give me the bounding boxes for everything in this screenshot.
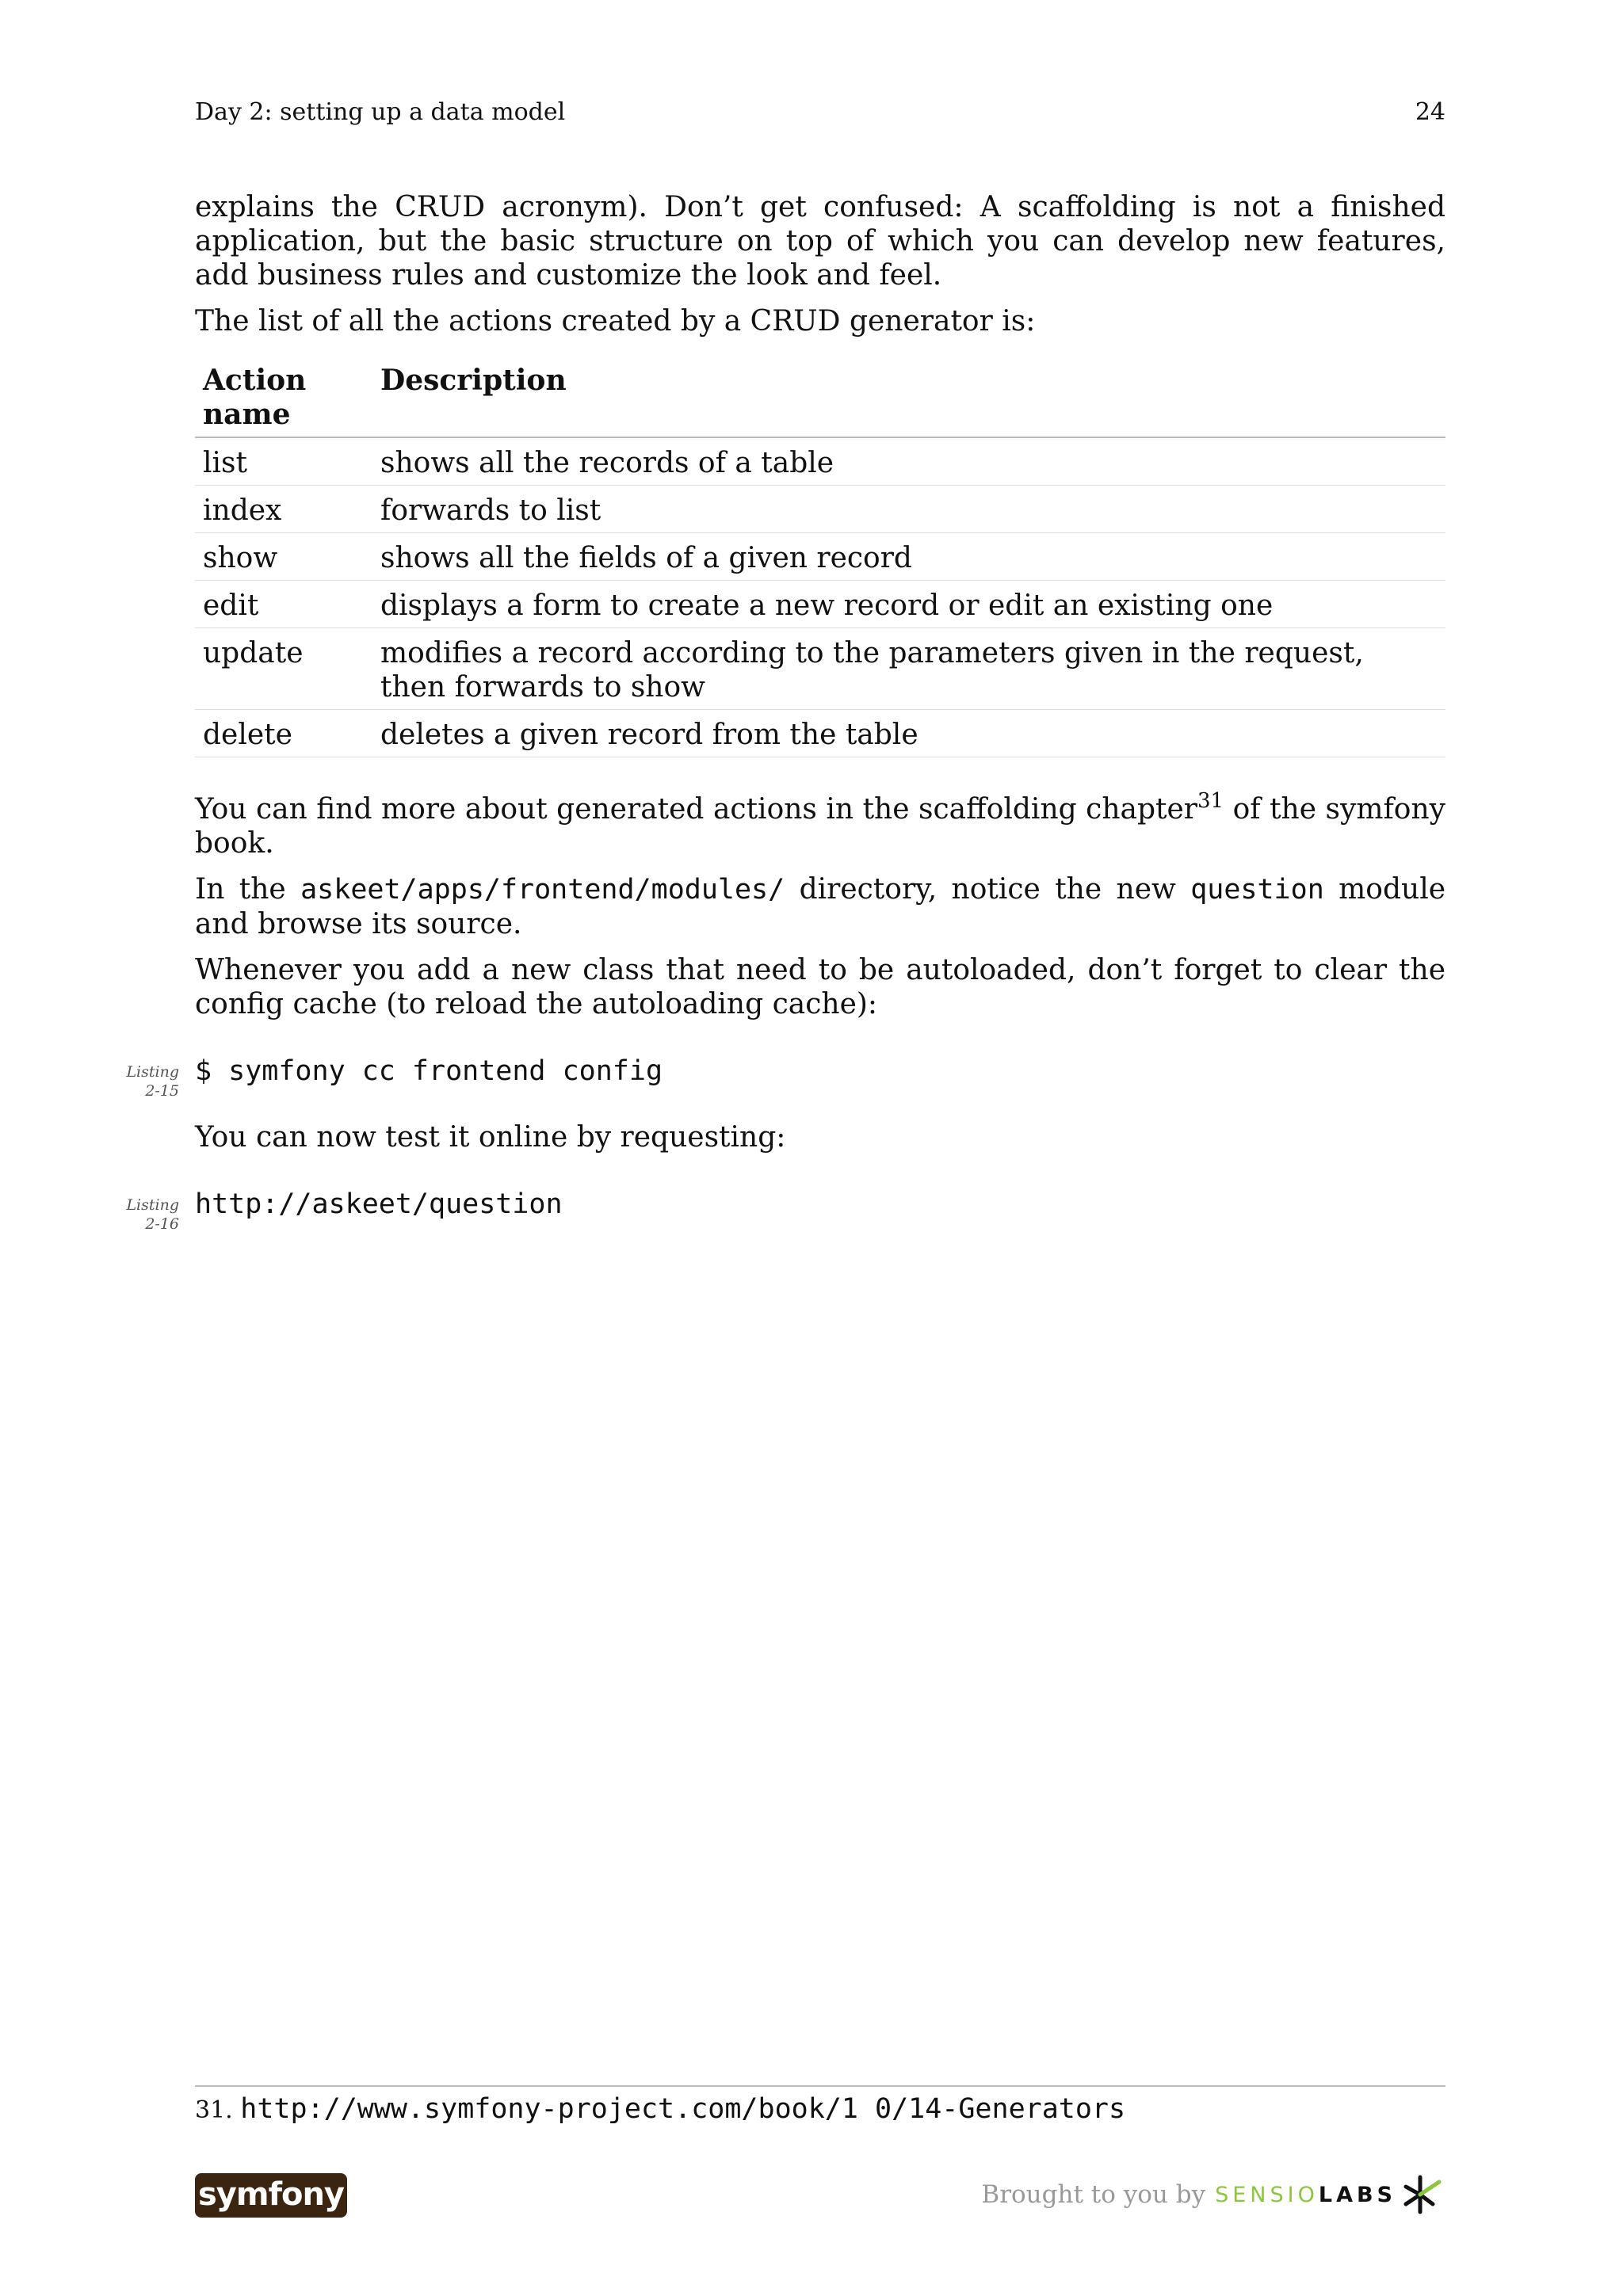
listing-label-word: Listing (126, 1063, 179, 1081)
inline-code-path: askeet/apps/frontend/modules/ (300, 874, 785, 906)
listing-label (122, 1062, 179, 1100)
code-listing-2-16 (126, 1188, 1445, 1233)
sensiolabs-star-icon (1401, 2174, 1445, 2215)
listing-label-number: 2-15 (145, 1082, 179, 1100)
document-page (126, 0, 1446, 2296)
paragraph-actions-list-intro: The list of all the actions created by a CRUD generator is: (195, 305, 1036, 338)
description-cell: shows all the fields of a given record (372, 533, 1445, 581)
table-header-row (195, 362, 1445, 437)
action-cell: edit (195, 581, 372, 628)
listing-label-number: 2-16 (145, 1215, 179, 1233)
listing-code: $ symfony cc frontend config (195, 1055, 663, 1087)
description-cell: forwards to list (372, 486, 1445, 533)
table-row (195, 710, 1445, 757)
inline-code-module: question (1190, 874, 1324, 906)
listing-code: http://askeet/question (195, 1188, 563, 1220)
table-row (195, 628, 1445, 710)
table-row (195, 533, 1445, 581)
footnote (195, 2092, 1125, 2128)
action-cell: list (195, 437, 372, 486)
page-number: 24 (1415, 98, 1445, 126)
footnote-number: 31. (195, 2096, 233, 2124)
footnote-url-link[interactable]: http://www.symfony-project.com/book/1 0/14-Generators (240, 2093, 1126, 2125)
header-title: Day 2: setting up a data model (195, 98, 566, 126)
brought-to-you-by-text: Brought to you by (981, 2180, 1206, 2209)
table-row (195, 437, 1445, 486)
action-cell: index (195, 486, 372, 533)
table-row (195, 581, 1445, 628)
text-segment: module and browse its source. (195, 873, 1446, 940)
column-header-description: Description (372, 362, 1445, 437)
footnote-divider (195, 2085, 1445, 2087)
table-row (195, 486, 1445, 533)
running-header (195, 98, 1445, 133)
description-cell: deletes a given record from the table (372, 710, 1445, 757)
paragraph-module-directory (195, 872, 1445, 941)
paragraph-test-online: You can now test it online by requesting: (195, 1121, 786, 1154)
description-cell: modifies a record according to the parameters given in the request, then forwards to show (372, 628, 1445, 710)
action-cell: delete (195, 710, 372, 757)
column-header-action-name: Action name (195, 362, 372, 437)
paragraph-clear-cache: Whenever you add a new class that need to be autoloaded, don’t forget to clear the config cache (to reload the autoloading cache): (195, 954, 1445, 1020)
code-listing-2-15 (126, 1055, 1445, 1100)
text-segment: directory, notice the new (785, 873, 1191, 906)
labs-wordmark: LABS (1318, 2182, 1396, 2207)
description-cell: displays a form to create a new record or edit an existing one (372, 581, 1445, 628)
main-content (126, 190, 1446, 1253)
symfony-logo: symfony (195, 2173, 347, 2218)
action-cell: update (195, 628, 372, 710)
text-segment: You can find more about generated actions in the scaffolding chapter (195, 793, 1197, 826)
actions-table (195, 362, 1445, 757)
action-cell: show (195, 533, 372, 581)
paragraph-scaffolding-reference (195, 789, 1445, 860)
paragraph-crud-intro: explains the CRUD acronym). Don’t get confused: A scaffolding is not a finished application, but the basic structure on top of which you can develop new features, add business rules and customize the look and feel. (195, 191, 1445, 292)
sensio-wordmark: SENSIO (1215, 2182, 1319, 2207)
text-segment: of the symfony book. (195, 793, 1445, 860)
listing-label-word: Listing (126, 1196, 179, 1214)
description-cell: shows all the records of a table (372, 437, 1445, 486)
footnote-reference[interactable]: 31 (1197, 789, 1224, 813)
listing-label (122, 1196, 179, 1234)
sensiolabs-credit (981, 2171, 1445, 2218)
text-segment: In the (195, 873, 301, 906)
